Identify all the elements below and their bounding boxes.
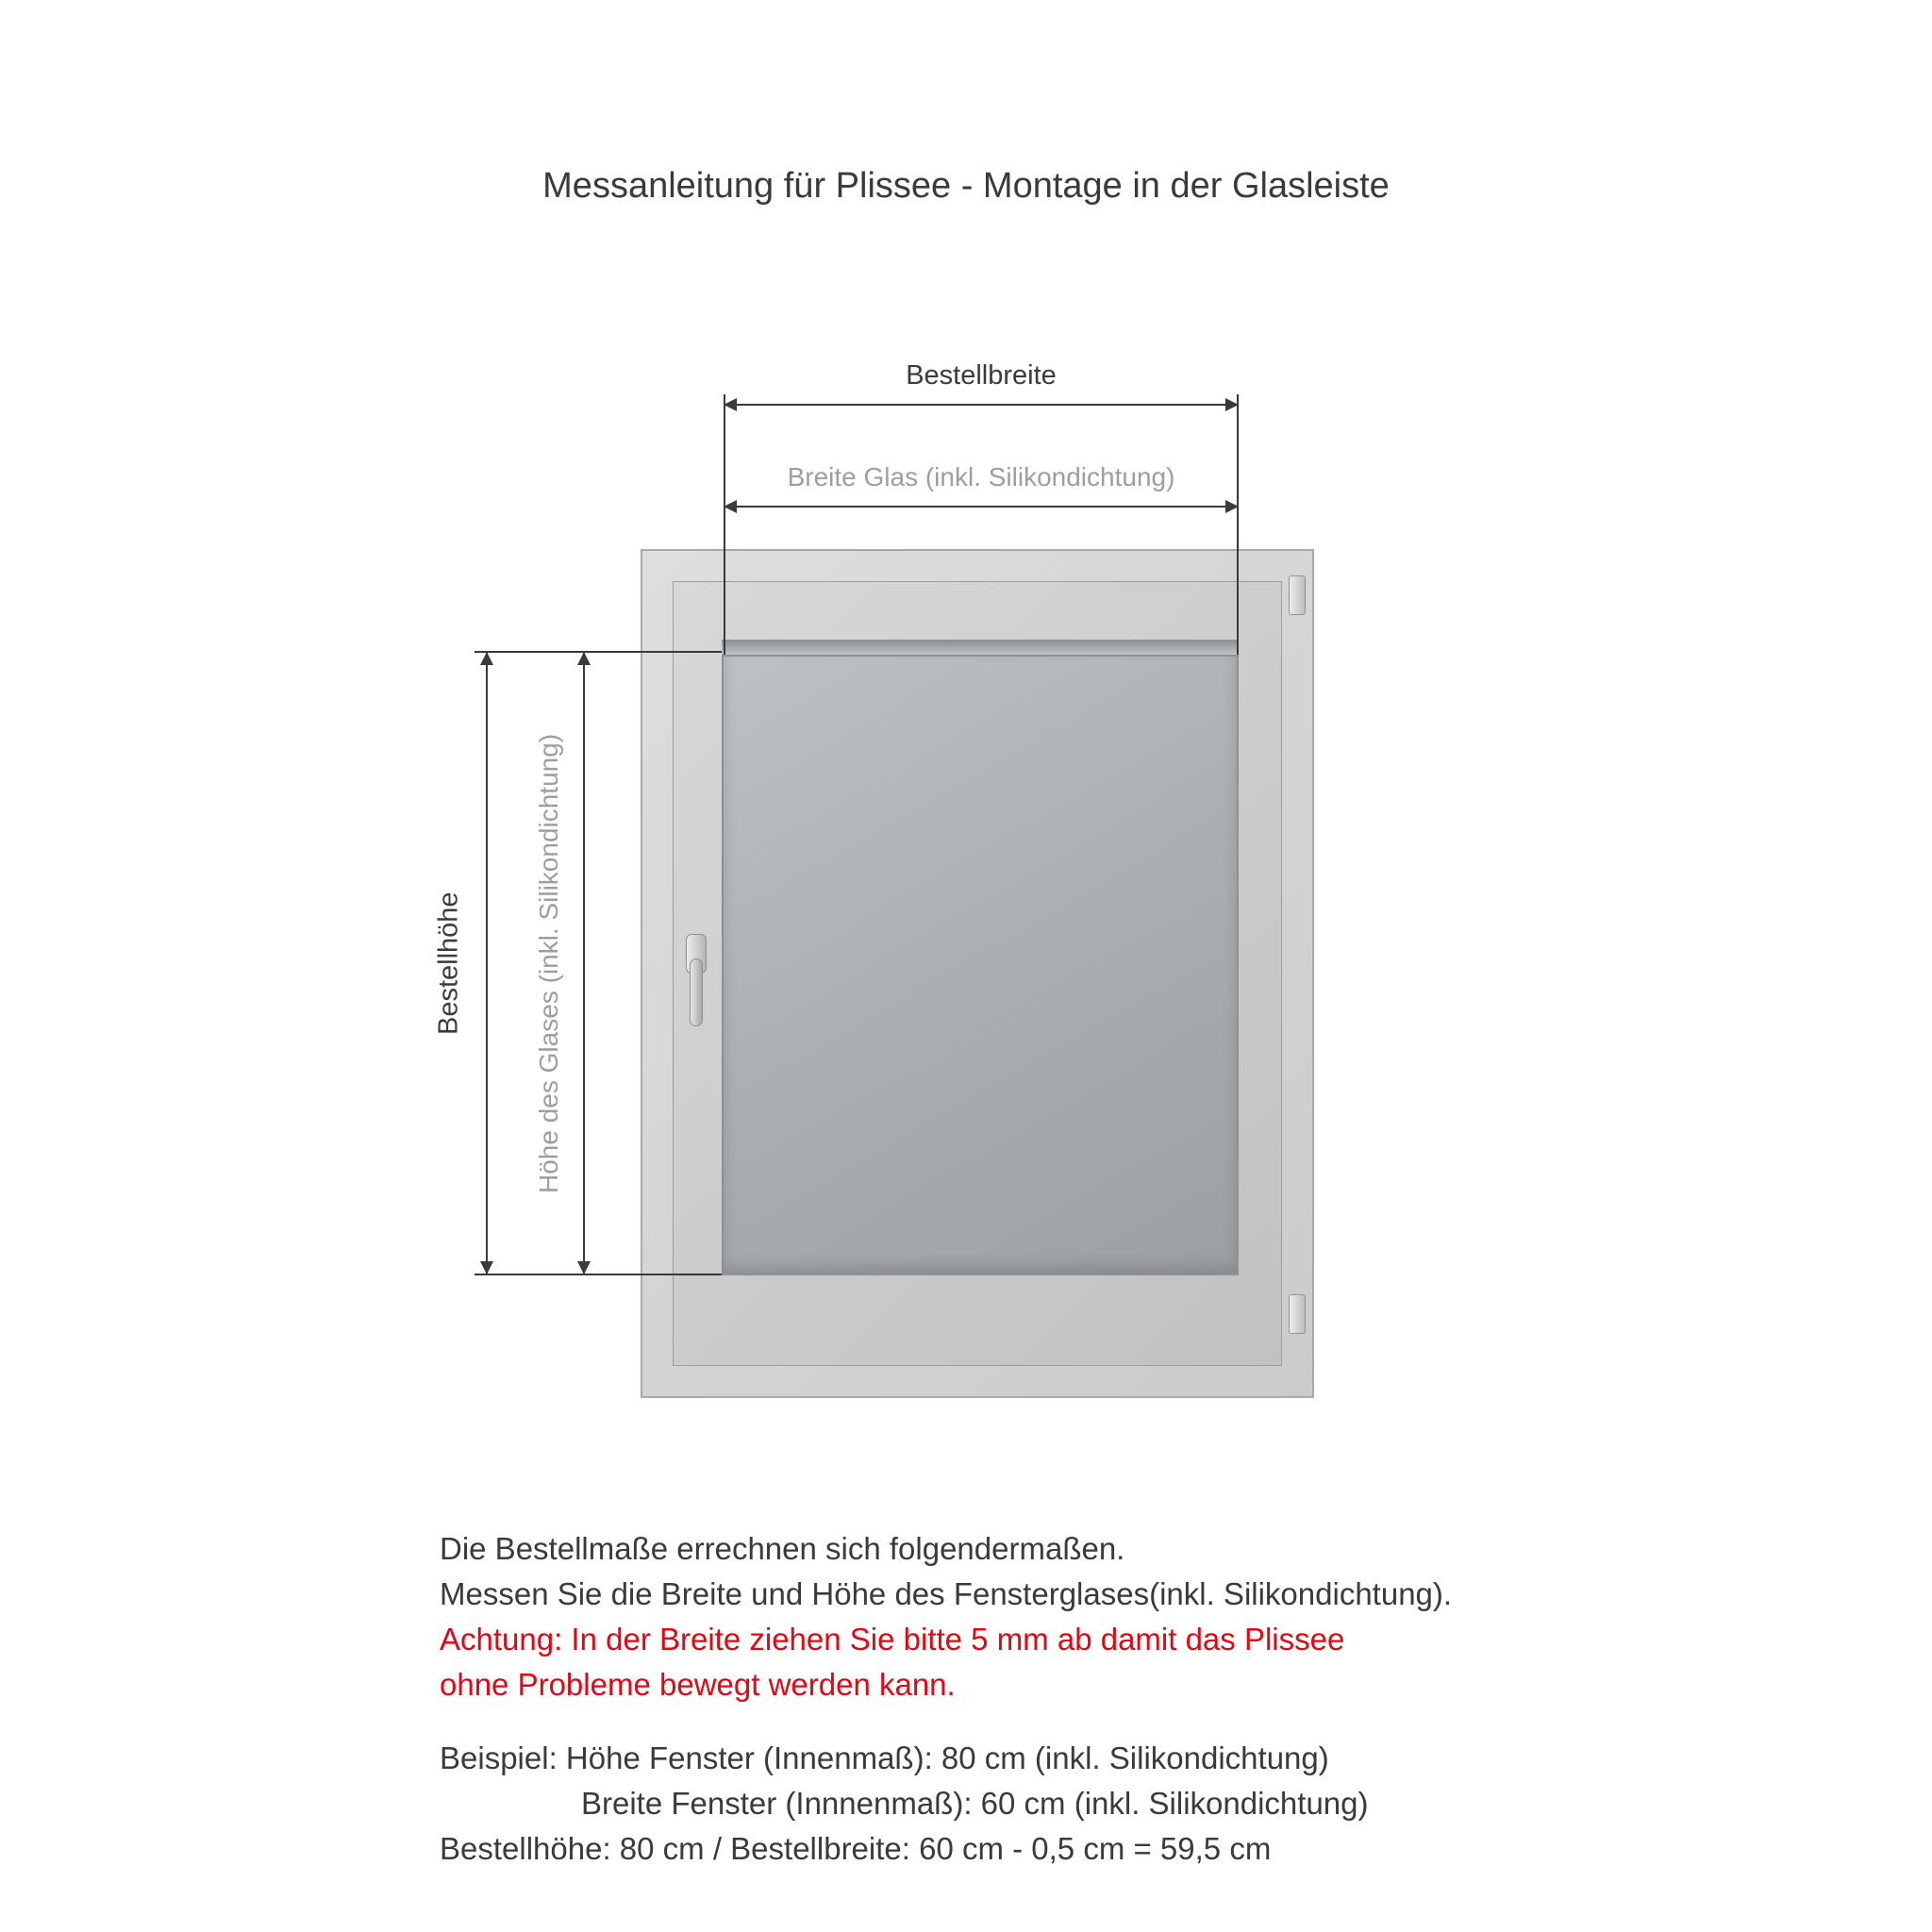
- glass-height-dimension-arrow: [583, 653, 585, 1274]
- glass-height-label: Höhe des Glases (inkl. Silikondichtung): [534, 733, 563, 1193]
- width-extension-line-left: [724, 394, 725, 655]
- width-extension-line-right: [1237, 394, 1239, 655]
- warning-line-1: Achtung: In der Breite ziehen Sie bitte 5 mm ab damit das Plissee: [440, 1622, 1345, 1657]
- window-handle-lever: [690, 958, 703, 1026]
- glass-width-dimension-arrow: [724, 506, 1238, 508]
- example-line-1: Beispiel: Höhe Fenster (Innenmaß): 80 cm (inkl. Silikondichtung): [440, 1740, 1329, 1775]
- height-extension-line-bottom: [475, 1274, 722, 1275]
- example-line-3: Bestellhöhe: 80 cm / Bestellbreite: 60 cm - 0,5 cm = 59,5 cm: [440, 1831, 1272, 1866]
- window-hinge-bottom: [1289, 1294, 1306, 1334]
- instruction-line-2: Messen Sie die Breite und Höhe des Fensterglases(inkl. Silikondichtung).: [440, 1576, 1453, 1611]
- order-height-label: Bestellhöhe: [433, 891, 464, 1035]
- window-top-glazing-bead: [722, 640, 1239, 655]
- example-block: [440, 1736, 1452, 1872]
- order-width-dimension-arrow: [724, 404, 1238, 406]
- window-hinge-top: [1289, 575, 1306, 615]
- order-width-label: Bestellbreite: [906, 360, 1057, 391]
- instruction-line-1: Die Bestellmaße errechnen sich folgendermaßen.: [440, 1531, 1125, 1566]
- height-extension-line-top: [475, 651, 722, 653]
- glass-width-label: Breite Glas (inkl. Silikondichtung): [787, 462, 1175, 491]
- example-line-2: Breite Fenster (Innnenmaß): 60 cm (inkl. Silikondichtung): [581, 1786, 1369, 1821]
- instructions-block: [440, 1526, 1452, 1872]
- order-height-dimension-arrow: [486, 653, 488, 1274]
- window-glass: [722, 655, 1239, 1275]
- page-title: Messanleitung für Plissee - Montage in der Glasleiste: [542, 166, 1390, 206]
- warning-line-2: ohne Probleme bewegt werden kann.: [440, 1667, 956, 1702]
